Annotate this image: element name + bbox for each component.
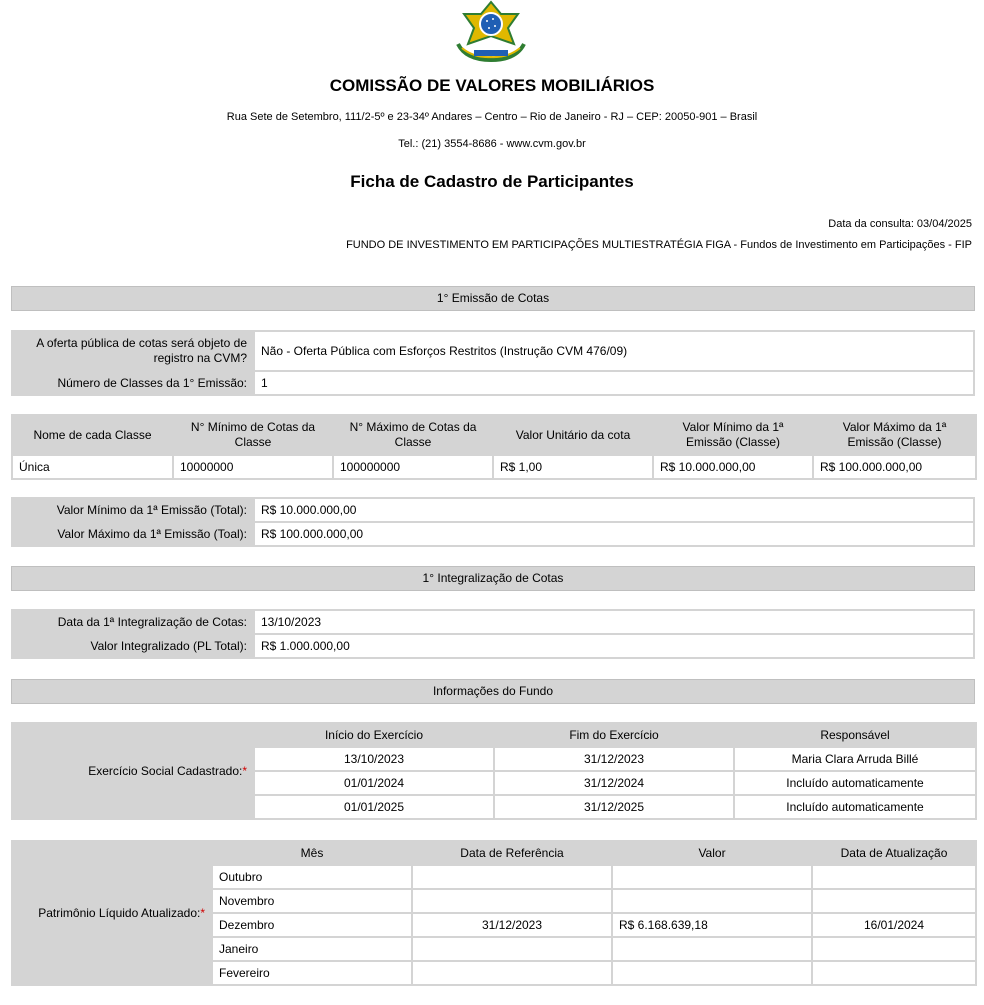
- fund-name: FUNDO DE INVESTIMENTO EM PARTICIPAÇÕES MULTIESTRATÉGIA FIGA - Fundos de Investimento em Participações - FIP: [346, 239, 972, 251]
- section-emissao-header: 1° Emissão de Cotas: [11, 286, 975, 311]
- classes-header-cell: Nome de cada Classe: [12, 415, 173, 455]
- pl-cell: [612, 865, 812, 889]
- oferta-label: A oferta pública de cotas será objeto de registro na CVM?: [12, 331, 254, 371]
- pl-header-cell: Data de Atualização: [812, 841, 976, 865]
- pl-cell: [412, 937, 612, 961]
- pl-header-cell: Data de Referência: [412, 841, 612, 865]
- patrimonio-table: [11, 840, 977, 986]
- pl-cell: [612, 937, 812, 961]
- pl-cell: Novembro: [212, 889, 412, 913]
- pl-cell: Dezembro: [212, 913, 412, 937]
- integralizacao-data-value: 13/10/2023: [254, 610, 974, 634]
- pl-cell: [412, 889, 612, 913]
- pl-cell: [612, 889, 812, 913]
- exercicio-cell: 01/01/2025: [254, 795, 494, 819]
- classes-header-cell: Valor Mínimo da 1ª Emissão (Classe): [653, 415, 813, 455]
- emissao-info-table: [11, 330, 975, 396]
- integralizacao-valor-value: R$ 1.000.000,00: [254, 634, 974, 658]
- brazil-coat-of-arms-icon: [446, 0, 536, 62]
- pl-cell: Outubro: [212, 865, 412, 889]
- table-row: [12, 455, 976, 479]
- exercicio-cell: Incluído automaticamente: [734, 795, 976, 819]
- pl-cell: [812, 937, 976, 961]
- classes-header-cell: N° Mínimo de Cotas da Classe: [173, 415, 333, 455]
- exercicio-table: [11, 722, 977, 820]
- totais-table: [11, 497, 975, 547]
- pl-cell: [412, 865, 612, 889]
- pl-cell: [612, 961, 812, 985]
- total-min-value: R$ 10.000.000,00: [254, 498, 974, 522]
- classes-cell: Única: [12, 455, 173, 479]
- total-min-label: Valor Mínimo da 1ª Emissão (Total):: [12, 498, 254, 522]
- pl-cell: 31/12/2023: [412, 913, 612, 937]
- classes-cell: 100000000: [333, 455, 493, 479]
- pl-label: Patrimônio Líquido Atualizado:: [38, 906, 201, 920]
- exercicio-cell: 01/01/2024: [254, 771, 494, 795]
- exercicio-cell: Incluído automaticamente: [734, 771, 976, 795]
- classes-cell: R$ 1,00: [493, 455, 653, 479]
- exercicio-header-cell: Início do Exercício: [254, 723, 494, 747]
- section-integralizacao-header: 1° Integralização de Cotas: [11, 566, 975, 591]
- num-classes-label: Número de Classes da 1° Emissão:: [12, 371, 254, 395]
- classes-cell: 10000000: [173, 455, 333, 479]
- exercicio-cell: 31/12/2023: [494, 747, 734, 771]
- exercicio-cell: 31/12/2024: [494, 771, 734, 795]
- classes-table: [11, 414, 977, 480]
- pl-cell: [812, 961, 976, 985]
- pl-cell: Fevereiro: [212, 961, 412, 985]
- integralizacao-table: [11, 609, 975, 659]
- classes-cell: R$ 100.000.000,00: [813, 455, 976, 479]
- classes-header-cell: Valor Unitário da cota: [493, 415, 653, 455]
- exercicio-header-cell: Responsável: [734, 723, 976, 747]
- exercicio-label: Exercício Social Cadastrado:: [88, 764, 243, 778]
- total-max-value: R$ 100.000.000,00: [254, 522, 974, 546]
- pl-label-cell: [12, 841, 212, 985]
- pl-cell: [812, 865, 976, 889]
- classes-cell: R$ 10.000.000,00: [653, 455, 813, 479]
- section-informacoes-header: Informações do Fundo: [11, 679, 975, 704]
- integralizacao-data-label: Data da 1ª Integralização de Cotas:: [12, 610, 254, 634]
- num-classes-value: 1: [254, 371, 974, 395]
- page-title: Ficha de Cadastro de Participantes: [350, 172, 634, 191]
- org-address: Rua Sete de Setembro, 111/2-5º e 23-34º Andares – Centro – Rio de Janeiro - RJ – CEP: 20050-901 – Brasil: [226, 111, 758, 123]
- pl-cell: R$ 6.168.639,18: [612, 913, 812, 937]
- exercicio-header-cell: Fim do Exercício: [494, 723, 734, 747]
- classes-header-cell: N° Máximo de Cotas da Classe: [333, 415, 493, 455]
- pl-cell: [812, 889, 976, 913]
- integralizacao-valor-label: Valor Integralizado (PL Total):: [12, 634, 254, 658]
- pl-cell: [412, 961, 612, 985]
- pl-header-cell: Valor: [612, 841, 812, 865]
- pl-cell: Janeiro: [212, 937, 412, 961]
- pl-header-cell: Mês: [212, 841, 412, 865]
- exercicio-cell: Maria Clara Arruda Billé: [734, 747, 976, 771]
- oferta-value: Não - Oferta Pública com Esforços Restritos (Instrução CVM 476/09): [254, 331, 974, 371]
- exercicio-label-cell: [12, 723, 254, 819]
- org-title: COMISSÃO DE VALORES MOBILIÁRIOS: [329, 76, 655, 95]
- required-mark: *: [200, 906, 205, 920]
- exercicio-cell: 31/12/2025: [494, 795, 734, 819]
- exercicio-cell: 13/10/2023: [254, 747, 494, 771]
- required-mark: *: [242, 764, 247, 778]
- consult-date: Data da consulta: 03/04/2025: [828, 218, 972, 230]
- pl-cell: 16/01/2024: [812, 913, 976, 937]
- org-phone: Tel.: (21) 3554-8686 - www.cvm.gov.br: [398, 138, 586, 150]
- classes-header-cell: Valor Máximo da 1ª Emissão (Classe): [813, 415, 976, 455]
- total-max-label: Valor Máximo da 1ª Emissão (Toal):: [12, 522, 254, 546]
